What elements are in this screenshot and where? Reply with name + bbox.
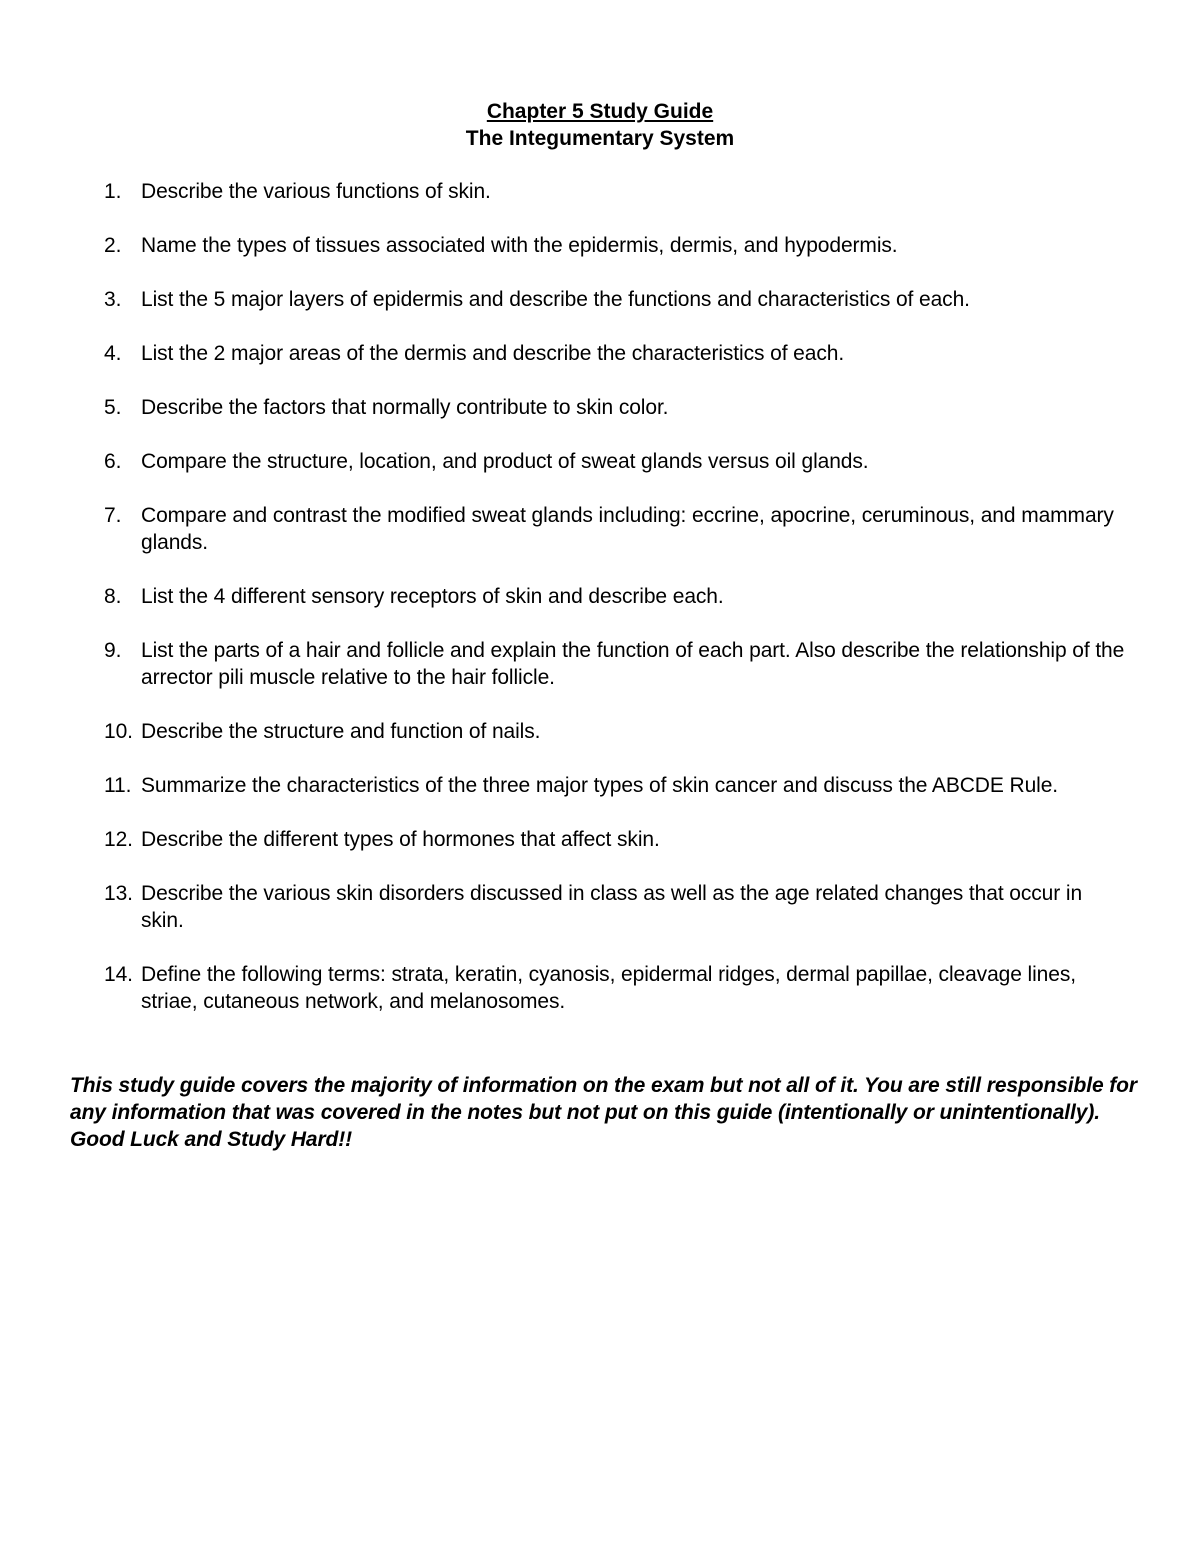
list-item [100,340,1130,367]
question-number: 7. [104,504,122,527]
question-number: 2. [104,234,122,257]
page-subtitle: The Integumentary System [465,127,735,150]
question-number: 8. [104,585,122,608]
question-text: List the 4 different sensory receptors of skin and describe each. [141,585,724,608]
question-text: Describe the various skin disorders discussed in class as well as the age related changes that occur in skin. [141,882,1083,932]
question-number: 10. [104,720,133,743]
question-number: 4. [104,342,122,365]
question-text: Describe the factors that normally contribute to skin color. [141,396,669,419]
list-item [100,502,1130,556]
question-list [100,178,1130,1042]
list-item [100,637,1130,691]
question-text: List the 5 major layers of epidermis and describe the functions and characteristics of each. [141,288,970,311]
question-number: 13. [104,882,133,905]
title-block [0,98,1200,152]
list-item [100,880,1130,934]
page-title: Chapter 5 Study Guide [486,100,714,123]
list-item [100,826,1130,853]
question-number: 3. [104,288,122,311]
list-item [100,232,1130,259]
list-item [100,178,1130,205]
question-text: Describe the various functions of skin. [141,180,491,203]
question-text: Describe the different types of hormones that affect skin. [141,828,660,851]
question-number: 14. [104,963,133,986]
closing-note: This study guide covers the majority of information on the exam but not all of it. You are still responsible for any information that was covered in the notes but not put on this guide (intentionally or unintentionally). Good Luck and Study Hard!! [70,1074,1137,1151]
list-item [100,583,1130,610]
question-text: List the 2 major areas of the dermis and describe the characteristics of each. [141,342,845,365]
question-text: Compare the structure, location, and product of sweat glands versus oil glands. [141,450,869,473]
question-text: Describe the structure and function of nails. [141,720,541,743]
question-text: Compare and contrast the modified sweat glands including: eccrine, apocrine, ceruminous, and mammary glands. [141,504,1114,554]
list-item [100,772,1130,799]
list-item [100,961,1130,1015]
question-number: 12. [104,828,133,851]
question-number: 1. [104,180,122,203]
list-item [100,718,1130,745]
question-text: List the parts of a hair and follicle and explain the function of each part. Also describe the relationship of the arrector pili muscle relative to the hair follicle. [141,639,1125,689]
question-number: 5. [104,396,122,419]
list-item [100,286,1130,313]
list-item [100,394,1130,421]
question-number: 11. [104,774,132,797]
question-text: Name the types of tissues associated with the epidermis, dermis, and hypodermis. [141,234,898,257]
question-number: 6. [104,450,122,473]
question-text: Define the following terms: strata, keratin, cyanosis, epidermal ridges, dermal papillae, cleavage lines, striae, cutaneous network, and melanosomes. [141,963,1076,1013]
question-number: 9. [104,639,122,662]
question-text: Summarize the characteristics of the three major types of skin cancer and discuss the ABCDE Rule. [141,774,1059,797]
list-item [100,448,1130,475]
